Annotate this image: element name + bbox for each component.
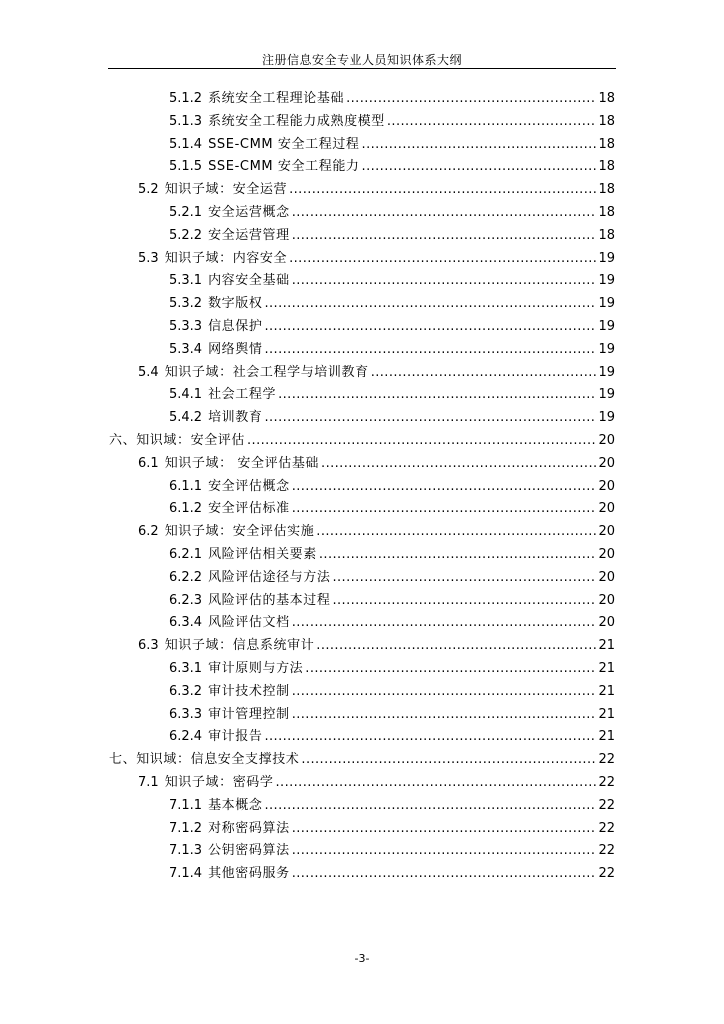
toc-entry-page: 19	[598, 250, 615, 266]
toc-leader-dots	[387, 111, 597, 133]
toc-entry-page: 19	[598, 319, 615, 334]
toc-entry-page: 20	[598, 478, 615, 494]
toc-entry-title: 内容安全基础	[208, 273, 290, 289]
toc-leader-dots	[292, 818, 597, 840]
toc-entry-title: 培训教育	[208, 410, 263, 426]
toc-entry-title: 基本概念	[208, 797, 263, 813]
toc-entry-title: 知识子域：密码学	[164, 775, 274, 790]
toc-leader-dots	[292, 498, 597, 520]
toc-entry-title: 社会工程学	[208, 387, 277, 403]
toc-entry-page: 19	[598, 364, 615, 380]
toc-entry-title: 审计原则与方法	[208, 661, 304, 676]
toc-entry[interactable]	[169, 590, 615, 612]
toc-entry-number: 5.4.2	[169, 410, 203, 426]
toc-entry-page: 22	[598, 866, 615, 882]
toc-entry-page: 20	[598, 569, 615, 585]
toc-entry-number: 7.1.1	[169, 797, 203, 813]
toc-entry-title: 风险评估的基本过程	[208, 592, 331, 608]
toc-leader-dots	[264, 795, 596, 817]
page-number: -3-	[354, 952, 370, 965]
toc-entry-page: 19	[598, 296, 615, 312]
toc-entry[interactable]	[169, 658, 615, 680]
toc-entry-page: 18	[598, 113, 615, 129]
toc-entry-number: 6.2	[138, 524, 159, 540]
toc-entry-number: 6.3.4	[169, 615, 203, 631]
toc-entry-title: 审计技术控制	[208, 683, 290, 699]
toc-entry-number: 5.2.2	[169, 227, 203, 243]
toc-entry[interactable]	[169, 88, 615, 110]
toc-entry[interactable]	[169, 111, 615, 133]
toc-entry-title: 安全运营概念	[208, 205, 290, 220]
toc-entry-title: 知识子域：信息系统审计	[164, 638, 315, 654]
toc-entry-title: SSE-CMM 安全工程能力	[208, 159, 360, 175]
toc-entry-number: 6.3.3	[169, 706, 203, 722]
toc-entry-title: 七、知识域：信息安全支撑技术	[109, 752, 300, 768]
toc-entry-number: 6.2.4	[169, 729, 203, 745]
toc-entry-title: 安全评估概念	[208, 478, 290, 494]
toc-entry-number: 6.2.3	[169, 592, 203, 608]
toc-entry-page: 18	[598, 227, 615, 243]
toc-entry[interactable]	[169, 567, 615, 589]
page-header-title: 注册信息安全专业人员知识体系大纲	[261, 53, 462, 67]
toc-leader-dots	[264, 339, 596, 361]
toc-entry[interactable]	[169, 612, 615, 634]
toc-leader-dots	[292, 681, 597, 703]
toc-entry-number: 6.3.2	[169, 683, 203, 699]
toc-entry[interactable]	[138, 772, 615, 794]
toc-leader-dots	[292, 863, 597, 885]
toc-entry[interactable]	[169, 134, 615, 156]
toc-entry-title: 公钥密码算法	[208, 843, 290, 859]
toc-entry[interactable]	[169, 704, 615, 726]
toc-entry-page: 21	[598, 729, 615, 745]
toc-entry-title: 知识子域：社会工程学与培训教育	[164, 364, 369, 380]
toc-entry-number: 6.1	[138, 455, 159, 471]
toc-leader-dots	[292, 202, 597, 224]
toc-entry-title: 知识子域：安全运营	[164, 182, 288, 198]
toc-entry-title: 安全评估标准	[208, 501, 290, 517]
toc-entry[interactable]	[138, 179, 615, 201]
toc-entry-page: 22	[598, 775, 615, 790]
toc-entry-number: 5.1.4	[169, 136, 203, 152]
toc-leader-dots	[301, 749, 596, 771]
toc-leader-dots	[278, 384, 596, 406]
toc-leader-dots	[362, 134, 597, 156]
toc-leader-dots	[292, 612, 597, 634]
toc-entry-page: 20	[598, 547, 615, 562]
toc-entry-page: 18	[598, 91, 615, 106]
toc-entry-number: 6.3	[138, 638, 159, 654]
toc-leader-dots	[264, 316, 596, 338]
toc-leader-dots	[319, 544, 597, 566]
toc-leader-dots	[264, 293, 596, 315]
toc-leader-dots	[305, 658, 596, 680]
toc-entry-title: SSE-CMM 安全工程过程	[208, 136, 360, 152]
toc-leader-dots	[332, 567, 596, 589]
toc-entry-page: 20	[598, 592, 615, 608]
toc-entry-page: 20	[598, 501, 615, 517]
toc-entry-number: 6.1.1	[169, 478, 203, 494]
toc-entry-title: 数字版权	[208, 296, 263, 312]
toc-entry[interactable]	[169, 818, 615, 840]
toc-entry[interactable]	[169, 384, 615, 406]
toc-entry-title: 信息保护	[208, 319, 263, 334]
toc-entry-title: 知识子域：安全评估实施	[164, 524, 315, 540]
toc-entry-page: 19	[598, 387, 615, 403]
toc-entry-title: 安全运营管理	[208, 227, 290, 243]
toc-leader-dots	[346, 88, 596, 110]
toc-entry-page: 22	[598, 843, 615, 859]
toc-entry-number: 6.1.2	[169, 501, 203, 517]
toc-leader-dots	[264, 407, 596, 429]
toc-entry-page: 20	[598, 433, 615, 448]
toc-entry[interactable]	[169, 293, 615, 315]
toc-entry-number: 7.1.4	[169, 866, 203, 882]
toc-entry[interactable]	[169, 407, 615, 429]
toc-leader-dots	[292, 840, 597, 862]
toc-leader-dots	[276, 772, 597, 794]
toc-entry[interactable]	[169, 316, 615, 338]
toc-entry-number: 6.2.1	[169, 547, 203, 562]
toc-entry-number: 5.4.1	[169, 387, 203, 403]
toc-leader-dots	[321, 453, 596, 475]
toc-entry[interactable]	[169, 476, 615, 498]
toc-entry[interactable]	[169, 795, 615, 817]
toc-entry-page: 22	[598, 797, 615, 813]
toc-entry-title: 网络舆情	[208, 341, 263, 357]
header-rule	[108, 68, 616, 69]
toc-entry[interactable]	[138, 362, 615, 384]
toc-entry[interactable]	[138, 248, 615, 270]
toc-entry-page: 20	[598, 615, 615, 631]
toc-entry-title: 对称密码算法	[208, 820, 290, 836]
toc-leader-dots	[316, 635, 596, 657]
toc-entry-page: 20	[598, 455, 615, 471]
toc-entry-title: 系统安全工程能力成熟度模型	[208, 113, 385, 129]
toc-entry[interactable]	[169, 840, 615, 862]
toc-entry-number: 5.2.1	[169, 205, 203, 220]
toc-entry-page: 22	[598, 820, 615, 836]
toc-entry-page: 21	[598, 638, 615, 654]
toc-leader-dots	[332, 590, 596, 612]
toc-leader-dots	[316, 521, 596, 543]
toc-leader-dots	[289, 248, 596, 270]
toc-entry-page: 21	[598, 661, 615, 676]
toc-entry-page: 20	[598, 524, 615, 540]
toc-entry-page: 18	[598, 182, 615, 198]
toc-entry[interactable]	[169, 681, 615, 703]
toc-entry[interactable]	[169, 339, 615, 361]
toc-entry[interactable]	[138, 635, 615, 657]
toc-entry-page: 19	[598, 341, 615, 357]
toc-entry-title: 风险评估相关要素	[208, 547, 317, 562]
toc-entry-number: 7.1.3	[169, 843, 203, 859]
toc-entry-title: 审计管理控制	[208, 706, 290, 722]
toc-entry-page: 19	[598, 410, 615, 426]
toc-leader-dots	[371, 362, 597, 384]
toc-entry-title: 其他密码服务	[208, 866, 290, 882]
toc-entry-number: 5.3.1	[169, 273, 203, 289]
toc-entry-title: 风险评估文档	[208, 615, 290, 631]
toc-entry-title: 审计报告	[208, 729, 263, 745]
toc-entry-title: 知识子域：内容安全	[164, 250, 288, 266]
toc-entry-number: 5.3.4	[169, 341, 203, 357]
toc-entry[interactable]	[169, 270, 615, 292]
toc-entry-number: 7.1	[138, 775, 159, 790]
toc-leader-dots	[247, 430, 596, 452]
toc-entry-title: 六、知识域：安全评估	[109, 433, 246, 448]
toc-leader-dots	[362, 156, 597, 178]
toc-entry-number: 5.3	[138, 250, 159, 266]
toc-entry-number: 5.4	[138, 364, 159, 380]
toc-entry-number: 5.1.5	[169, 159, 203, 175]
toc-leader-dots	[292, 270, 597, 292]
toc-entry-page: 18	[598, 205, 615, 220]
toc-entry-page: 21	[598, 706, 615, 722]
toc-entry[interactable]	[109, 430, 615, 452]
toc-entry-page: 18	[598, 136, 615, 152]
toc-entry-title: 知识子域： 安全评估基础	[164, 455, 320, 471]
toc-entry-page: 19	[598, 273, 615, 289]
toc-entry-page: 18	[598, 159, 615, 175]
toc-entry[interactable]	[169, 498, 615, 520]
toc-entry-number: 5.1.2	[169, 91, 203, 106]
toc-entry[interactable]	[138, 521, 615, 543]
toc-entry-number: 5.3.3	[169, 319, 203, 334]
toc-entry-number: 7.1.2	[169, 820, 203, 836]
toc-entry[interactable]	[169, 544, 615, 566]
toc-entry-page: 21	[598, 683, 615, 699]
toc-entry-number: 5.3.2	[169, 296, 203, 312]
toc-entry[interactable]	[169, 225, 615, 247]
toc-entry-page: 22	[598, 752, 615, 768]
toc-leader-dots	[289, 179, 596, 201]
toc-entry[interactable]	[138, 453, 615, 475]
toc-leader-dots	[264, 726, 596, 748]
toc-entry-title: 风险评估途径与方法	[208, 569, 331, 585]
toc-entry[interactable]	[109, 749, 615, 771]
toc-entry[interactable]	[169, 202, 615, 224]
toc-entry-number: 6.3.1	[169, 661, 203, 676]
toc-entry-title: 系统安全工程理论基础	[208, 91, 345, 106]
toc-leader-dots	[292, 476, 597, 498]
toc-entry[interactable]	[169, 156, 615, 178]
toc-leader-dots	[292, 225, 597, 247]
toc-entry-number: 5.1.3	[169, 113, 203, 129]
toc-entry[interactable]	[169, 726, 615, 748]
toc-entry-number: 5.2	[138, 182, 159, 198]
toc-leader-dots	[292, 704, 597, 726]
toc-entry[interactable]	[169, 863, 615, 885]
toc-entry-number: 6.2.2	[169, 569, 203, 585]
